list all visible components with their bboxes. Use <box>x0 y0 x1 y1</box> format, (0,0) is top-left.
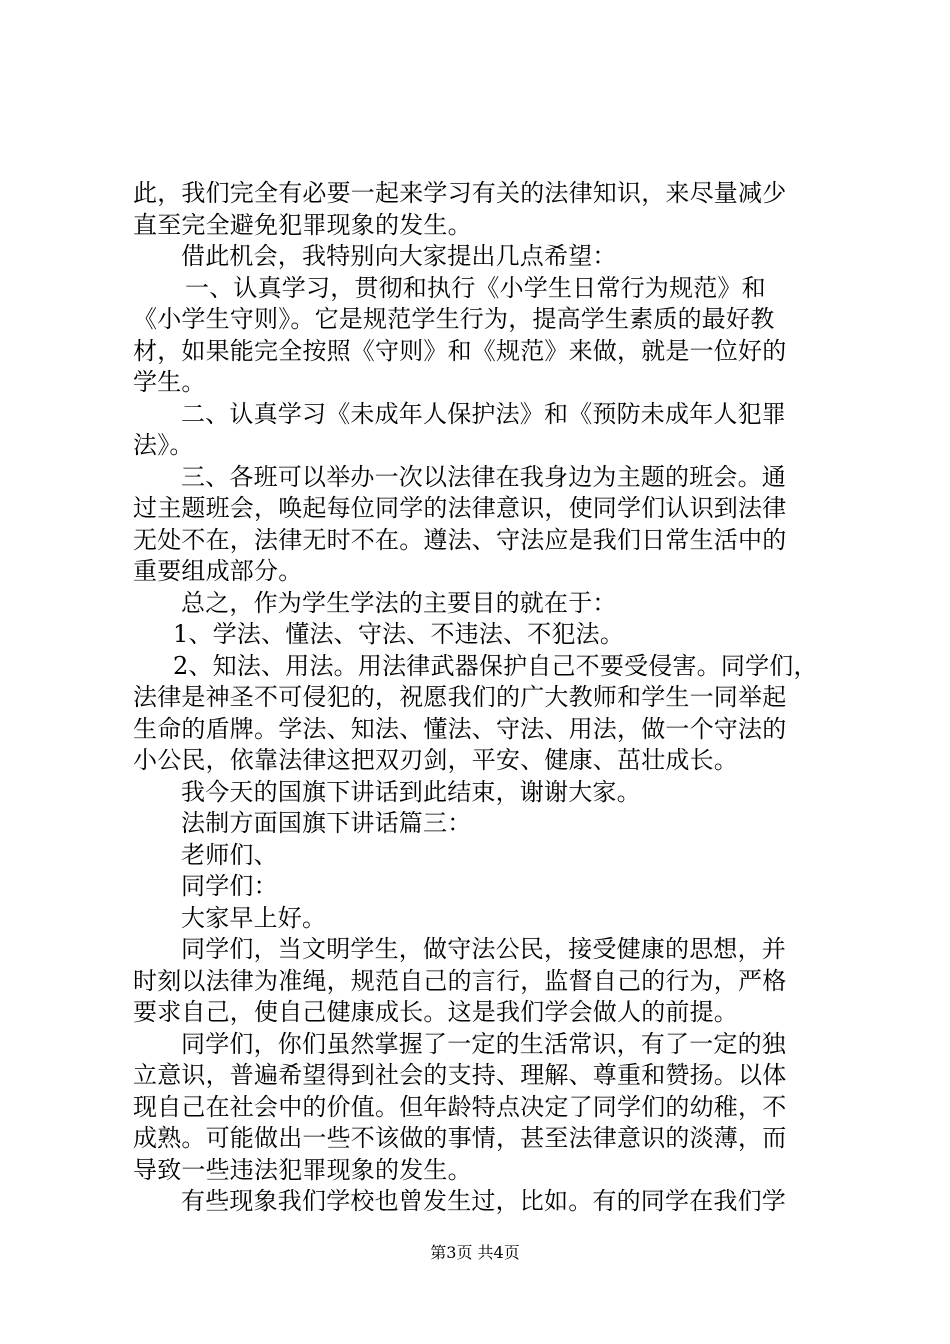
text-line: 立意识，普遍希望得到社会的支持、理解、尊重和赞扬。以体 <box>133 1061 787 1089</box>
text-line: 现自己在社会中的价值。但年龄特点决定了同学们的幼稚，不 <box>133 1092 787 1121</box>
text-line: 1、学法、懂法、守法、不违法、不犯法。 <box>173 620 625 648</box>
text-line: 要求自己，使自己健康成长。这是我们学会做人的前提。 <box>133 998 738 1026</box>
text-line: 法》。 <box>133 431 194 459</box>
text-line: 同学们，当文明学生，做守法公民，接受健康的思想，并 <box>181 935 786 963</box>
text-line: 同学们，你们虽然掌握了一定的生活常识，有了一定的独 <box>181 1029 786 1058</box>
text-line: 法制方面国旗下讲话篇三： <box>181 809 472 837</box>
text-line: 此，我们完全有必要一起来学习有关的法律知识，来尽量减少 <box>133 179 787 207</box>
page-footer <box>0 1243 950 1263</box>
text-line: 重要组成部分。 <box>133 557 303 585</box>
text-line: 2、知法、用法。用法律武器保护自己不要受侵害。同学们， <box>173 651 818 680</box>
text-line: 小公民，依靠法律这把双刃剑，平安、健康、茁壮成长。 <box>133 746 738 774</box>
text-line: 老师们、 <box>181 840 278 869</box>
text-line: 同学们： <box>181 872 278 900</box>
text-line: 导致一些违法犯罪现象的发生。 <box>133 1155 472 1184</box>
text-line: 材，如果能完全按照《守则》和《规范》来做，就是一位好的 <box>133 336 787 365</box>
text-line: 直至完全避免犯罪现象的发生。 <box>133 210 472 239</box>
text-line: 《小学生守则》。它是规范学生行为，提高学生素质的最好教 <box>133 305 775 333</box>
text-line: 我今天的国旗下讲话到此结束，谢谢大家。 <box>181 777 641 806</box>
text-line: 三、各班可以举办一次以法律在我身边为主题的班会。通 <box>181 462 786 491</box>
text-line: 无处不在，法律无时不在。遵法、守法应是我们日常生活中的 <box>133 525 787 554</box>
text-line: 总之，作为学生学法的主要目的就在于： <box>181 588 617 617</box>
text-line: 二、认真学习《未成年人保护法》和《预防未成年人犯罪 <box>181 399 786 428</box>
text-line: 有些现象我们学校也曾发生过，比如。有的同学在我们学 <box>181 1187 786 1215</box>
text-line: 过主题班会，唤起每位同学的法律意识，使同学们认识到法律 <box>133 494 787 522</box>
text-line: 大家早上好。 <box>181 903 327 932</box>
page-number: 第3页 共4页 <box>430 1243 520 1262</box>
text-line: 法律是神圣不可侵犯的，祝愿我们的广大教师和学生一同举起 <box>133 683 787 711</box>
text-line: 生命的盾牌。学法、知法、懂法、守法、用法，做一个守法的 <box>133 714 787 743</box>
text-line: 时刻以法律为准绳，规范自己的言行，监督自己的行为，严格 <box>133 966 787 995</box>
body-text <box>133 178 823 1218</box>
text-line: 成熟。可能做出一些不该做的事情，甚至法律意识的淡薄，而 <box>133 1124 787 1152</box>
text-line: 学生。 <box>133 368 206 396</box>
text-line: 一、认真学习，贯彻和执行《小学生日常行为规范》和 <box>185 273 766 302</box>
text-line: 借此机会，我特别向大家提出几点希望： <box>181 242 617 270</box>
